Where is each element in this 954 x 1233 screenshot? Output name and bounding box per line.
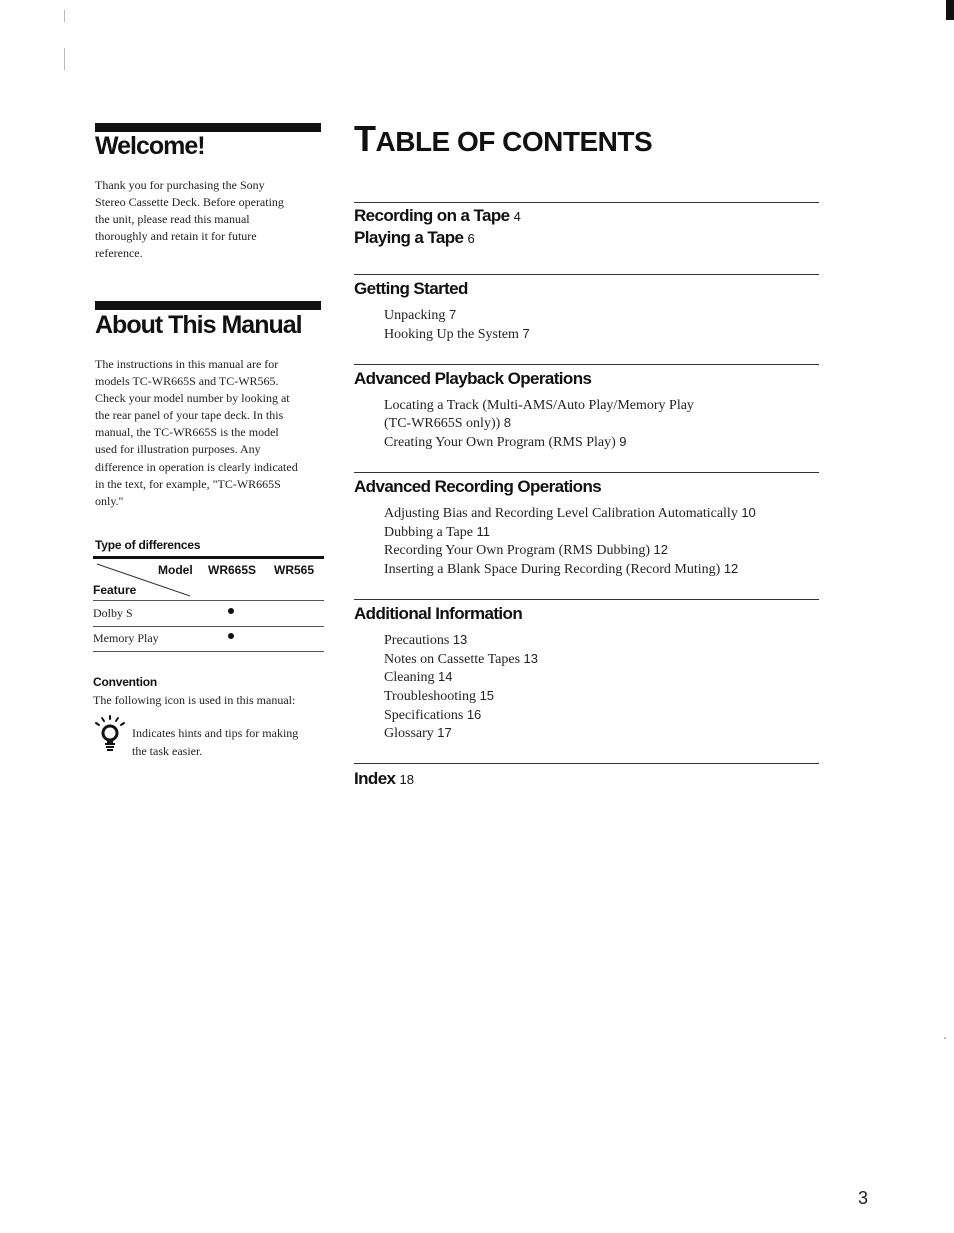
toc-item[interactable] xyxy=(384,306,456,325)
header-model: Model xyxy=(158,563,193,577)
about-paragraph xyxy=(95,356,298,510)
toc-item[interactable] xyxy=(384,433,627,452)
header-wr665s: WR665S xyxy=(208,563,257,577)
toc-item-page: 12 xyxy=(653,542,668,557)
toc-item-page: 7 xyxy=(448,307,457,322)
toc-item[interactable] xyxy=(384,523,490,542)
welcome-title: Welcome! xyxy=(95,132,205,160)
toc-entry-page: 18 xyxy=(399,772,414,787)
toc-title-rest: ABLE OF CONTENTS xyxy=(375,126,653,157)
toc-item[interactable] xyxy=(384,560,738,579)
about-line: Check your model number by looking at xyxy=(95,391,290,406)
scan-speck xyxy=(64,48,65,70)
table-row-rule xyxy=(93,626,324,627)
table-header-rule xyxy=(93,600,324,601)
toc-entry-label: Recording on a Tape xyxy=(354,206,510,225)
toc-item-page: 13 xyxy=(523,651,538,666)
toc-title-initial: T xyxy=(354,118,376,159)
supported-dot-icon xyxy=(228,608,234,614)
toc-item-label: Cleaning xyxy=(384,670,435,685)
toc-item-label: Inserting a Blank Space During Recording (Record Muting) xyxy=(384,562,721,577)
toc-item[interactable] xyxy=(384,504,756,523)
toc-item[interactable] xyxy=(384,650,538,669)
differences-table xyxy=(93,556,324,652)
about-line: used for illustration purposes. Any xyxy=(95,442,261,457)
welcome-line: the unit, please read this manual xyxy=(95,212,250,227)
toc-item-label: Notes on Cassette Tapes xyxy=(384,652,521,667)
toc-item-page: 13 xyxy=(452,632,468,647)
about-line: the rear panel of your tape deck. In this xyxy=(95,408,284,423)
toc-item-page: 17 xyxy=(437,725,452,740)
welcome-line: reference. xyxy=(95,246,143,261)
toc-item-page: 9 xyxy=(619,434,627,449)
toc-item-label: Specifications xyxy=(384,708,464,723)
toc-entry-label: Playing a Tape xyxy=(354,228,464,247)
toc-item-page: 15 xyxy=(479,688,495,703)
about-line: The instructions in this manual are for xyxy=(95,357,279,371)
toc-item-label: Recording Your Own Program (RMS Dubbing) xyxy=(384,543,650,558)
toc-rule xyxy=(354,364,819,365)
about-line: manual, the TC-WR665S is the model xyxy=(95,425,279,440)
welcome-line: Stereo Cassette Deck. Before operating xyxy=(95,195,284,210)
toc-item-page: 11 xyxy=(476,524,490,539)
toc-item[interactable] xyxy=(384,706,481,725)
about-line: only." xyxy=(95,493,124,508)
scan-speck xyxy=(64,10,65,22)
welcome-paragraph xyxy=(95,177,284,262)
toc-item-label: Dubbing a Tape xyxy=(384,525,473,540)
toc-item-page: 14 xyxy=(438,669,453,684)
convention-intro: The following icon is used in this manual: xyxy=(93,693,296,707)
supported-dot-icon xyxy=(228,633,234,639)
toc-rule xyxy=(354,202,819,203)
hint-line: the task easier. xyxy=(132,743,203,758)
toc-item[interactable] xyxy=(384,414,511,433)
toc-entry-label: Index xyxy=(354,769,396,788)
about-line: models TC-WR665S and TC-WR565. xyxy=(95,374,279,389)
about-line: difference in operation is clearly indicated xyxy=(95,459,298,474)
toc-rule xyxy=(354,763,819,764)
toc-item-label: Adjusting Bias and Recording Level Calibration Automatically xyxy=(384,506,738,521)
toc-item-label: Precautions xyxy=(384,633,450,648)
toc-item-label: Troubleshooting xyxy=(384,689,477,704)
toc-item[interactable] xyxy=(384,668,453,687)
hint-line: Indicates hints and tips for making xyxy=(132,726,299,740)
toc-section-additional[interactable]: Additional Information xyxy=(354,604,523,623)
about-line: in the text, for example, "TC-WR665S xyxy=(95,476,281,491)
about-heading-bar xyxy=(95,301,321,310)
table-row-feature: Dolby S xyxy=(93,606,133,620)
toc-entry-recording[interactable] xyxy=(354,206,521,226)
welcome-line: Thank you for purchasing the Sony xyxy=(95,178,265,192)
table-row-feature: Memory Play xyxy=(93,631,159,645)
toc-rule xyxy=(354,274,819,275)
toc-item-page: 7 xyxy=(522,326,530,341)
toc-item-label: Unpacking xyxy=(384,308,446,323)
toc-item-label: Glossary xyxy=(384,726,434,741)
scan-edge-mark xyxy=(946,0,954,20)
toc-section-getting-started[interactable]: Getting Started xyxy=(354,279,468,298)
toc-item[interactable] xyxy=(384,541,668,560)
toc-item[interactable] xyxy=(384,724,452,743)
toc-item-page: 12 xyxy=(723,561,739,576)
about-title: About This Manual xyxy=(95,311,302,339)
toc-entry-index[interactable] xyxy=(354,769,414,789)
page-number: 3 xyxy=(858,1188,869,1208)
scan-speck xyxy=(944,1037,946,1039)
toc-item[interactable] xyxy=(384,631,467,650)
toc-item[interactable] xyxy=(384,687,494,706)
toc-item-label: Locating a Track (Multi-AMS/Auto Play/Memory Play xyxy=(384,398,694,413)
toc-entry-playing[interactable] xyxy=(354,228,475,248)
lightbulb-hint-icon xyxy=(93,714,127,754)
hint-description xyxy=(132,725,298,760)
toc-item-label: Creating Your Own Program (RMS Play) xyxy=(384,435,616,450)
toc-item[interactable] xyxy=(384,325,530,344)
welcome-line: thoroughly and retain it for future xyxy=(95,229,257,244)
toc-entry-page: 6 xyxy=(467,231,475,246)
toc-item-page: 8 xyxy=(503,415,511,430)
convention-title: Convention xyxy=(93,675,157,689)
header-feature: Feature xyxy=(93,583,137,597)
toc-item-page: 10 xyxy=(741,505,756,520)
toc-title xyxy=(354,118,652,160)
toc-rule xyxy=(354,599,819,600)
welcome-heading-bar xyxy=(95,123,321,132)
toc-section-recording[interactable]: Advanced Recording Operations xyxy=(354,477,602,496)
toc-item-label: Hooking Up the System xyxy=(384,327,519,342)
table-bottom-rule xyxy=(93,651,324,652)
toc-section-playback[interactable]: Advanced Playback Operations xyxy=(354,369,592,388)
differences-title: Type of differences xyxy=(95,538,201,552)
toc-item-label: (TC-WR665S only)) xyxy=(384,416,501,431)
toc-item-page: 16 xyxy=(466,707,482,722)
toc-item[interactable] xyxy=(384,396,694,415)
header-wr565: WR565 xyxy=(274,563,315,577)
toc-rule xyxy=(354,472,819,473)
toc-entry-page: 4 xyxy=(513,209,521,224)
